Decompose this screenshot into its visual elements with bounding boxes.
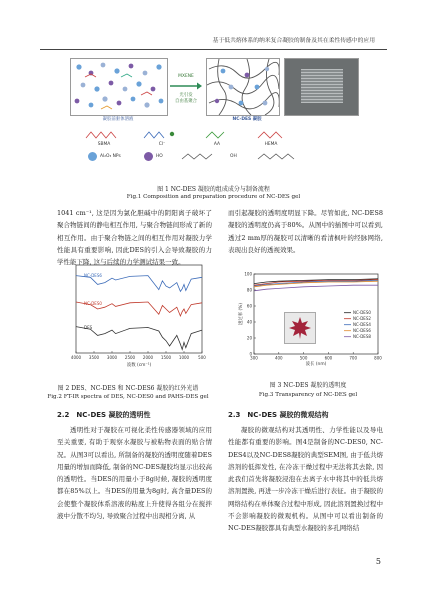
gel-network-label: NC-DES 凝胶 bbox=[232, 117, 262, 122]
transmittance-xtick-label: 400 bbox=[274, 355, 283, 361]
ftir-xtick-label: 1000 bbox=[178, 355, 190, 360]
sbma-structure bbox=[84, 128, 124, 142]
figure-2-chart bbox=[72, 263, 204, 367]
precursor-label: 凝胶前驱体溶液 bbox=[102, 117, 134, 122]
transmittance-ytick-label: 60 bbox=[246, 303, 252, 309]
ftir-frame bbox=[76, 265, 202, 353]
diol-structure bbox=[180, 152, 230, 162]
transmittance-series-nc-des8 bbox=[254, 285, 378, 291]
ftir-xtick-label: 4000 bbox=[70, 355, 82, 360]
figure-3-chart bbox=[240, 272, 380, 366]
figure-2-caption-en: Fig.2 FT-IR spectra of DES, NC-DES0 and PAHS-DES gel bbox=[47, 394, 209, 400]
maple-leaf-photo bbox=[284, 312, 316, 344]
paragraph-right-top: 而引起凝胶的透明度明显下降。尽管如此, NC-DES8凝胶的透明度仍高于80%。从图中的插图中可以看到, 透过2 mm厚的凝胶可以清晰的看清枫叶的经脉网络, 表现出良好的透视效果。 bbox=[228, 209, 383, 254]
ho-label: HO bbox=[156, 154, 163, 159]
ftir-label-des: DES bbox=[84, 325, 93, 330]
aa-label: AA bbox=[213, 142, 221, 147]
ftir-label-nc-des0: NC-DES0 bbox=[84, 301, 102, 306]
transmittance-ytick-label: 0 bbox=[249, 351, 252, 357]
glycerol-structure bbox=[256, 152, 316, 162]
paragraph-left-bottom: 透明性对于凝胶在可视化柔性传感器领域的应用至关重要, 有助于观察水凝胶与被粘物表面的贴合情况。从图3可以看出, 所制备的凝胶的透明度随着DES用量的增加而降低, 制备的NC-DES凝胶均显示出较高的透明性。当DES的用量小于8g时候, 凝胶的透明度都在85%以上。当DES的用量为8g时, 高含量DES的会使整个凝胶体系溶液的粘度上升使得各组分在搅拌液中分散不均匀, 导致聚合过程中出现相分离, 从 bbox=[57, 426, 212, 521]
oh-label: OH bbox=[230, 154, 237, 159]
figure-2-caption-cn: 图 2 DES、NC-DES 和 NC-DES6 凝胶的红外光谱 bbox=[57, 385, 199, 392]
ftir-plot bbox=[72, 263, 204, 367]
arrow-bottom-label-2: 自由基聚合 bbox=[175, 99, 197, 104]
section-2-2-title: 2.2 NC-DES 凝胶的透明性 bbox=[57, 411, 151, 419]
transmittance-legend-label: NC-DES4 bbox=[353, 322, 371, 327]
header-rule bbox=[40, 49, 387, 50]
paragraph-left-top: 1041 cm⁻¹, 这是因为氯化胆碱中的阴阳离子破坏了聚合物链间的静电相互作用, 与聚合物链间形成了新的相互作用。由于聚合物链之间的相互作用对凝胶力学性能具有重要影响, 因此DES的引入会导致凝胶的力学性能下降, 这与后续的力学测试结果一致。 bbox=[57, 209, 212, 267]
al2o3-label: Al₂O₃ NPs bbox=[100, 154, 121, 159]
transmittance-xlabel: 波长 (nm) bbox=[305, 362, 327, 367]
choline-label: Cl⁻ bbox=[158, 142, 166, 147]
al2o3-icon bbox=[88, 152, 97, 161]
transmittance-xtick-label: 700 bbox=[349, 355, 358, 361]
transmittance-xtick-label: 500 bbox=[299, 355, 308, 361]
transmittance-ytick-label: 20 bbox=[246, 335, 252, 341]
figure-3-caption-en: Fig.3 Transparency of NC-DES gel bbox=[258, 392, 358, 398]
transmittance-xtick-label: 800 bbox=[374, 355, 382, 361]
arrow-bottom-label-1: 光引发 bbox=[179, 93, 193, 98]
ftir-xtick-label: 1500 bbox=[160, 355, 172, 360]
maple-leaf-icon bbox=[285, 313, 315, 343]
transmittance-legend-label: NC-DES8 bbox=[353, 334, 371, 339]
ho-icon bbox=[144, 152, 153, 161]
aa-structure bbox=[204, 128, 230, 142]
transmittance-ytick-label: 100 bbox=[244, 271, 252, 277]
transmittance-legend-label: NC-DES6 bbox=[353, 328, 371, 333]
transmittance-legend-label: NC-DES0 bbox=[353, 310, 371, 315]
page-number: 5 bbox=[375, 557, 381, 566]
ftir-xtick-label: 2000 bbox=[142, 355, 154, 360]
ftir-xtick-label: 2500 bbox=[124, 355, 136, 360]
ftir-xtick-label: 500 bbox=[198, 355, 206, 360]
sbma-label: SBMA bbox=[97, 142, 111, 147]
ftir-label-nc-des6: NC-DES6 bbox=[84, 273, 102, 278]
gel-photo-panel bbox=[284, 58, 359, 116]
arrow-top-label: MXENE bbox=[178, 74, 194, 79]
figure-1-caption-en: Fig.1 Composition and preparation procedure of NC-DES gel bbox=[126, 194, 301, 200]
gel-photo bbox=[301, 69, 343, 103]
component-legend bbox=[70, 128, 357, 164]
transmittance-ytick-label: 40 bbox=[246, 319, 252, 325]
precursor-illustration bbox=[71, 59, 167, 115]
transmittance-xtick-label: 300 bbox=[250, 355, 258, 361]
ftir-series-des bbox=[76, 327, 202, 350]
transmittance-ylabel: 透过率 (%) bbox=[239, 302, 244, 326]
section-2-3-title: 2.3 NC-DES 凝胶的微观结构 bbox=[228, 411, 329, 419]
process-arrow bbox=[170, 82, 202, 90]
transmittance-legend-label: NC-DES2 bbox=[353, 316, 371, 321]
precursor-panel bbox=[70, 58, 168, 116]
figure-1-caption-cn: 图 1 NC-DES 凝胶的组成成分与制备流程 bbox=[157, 186, 270, 193]
transmittance-xtick-label: 600 bbox=[324, 355, 333, 361]
hema-label: HEMA bbox=[264, 142, 278, 147]
network-panel bbox=[206, 58, 280, 116]
paragraph-right-bottom: 凝胶的微观结构对其透明性、力学性能以及导电性能都有重要的影响。图4是制备的NC-DES0, NC-DES4以及NC-DES8凝胶的典型SEM图, 由于低共熔溶剂的低挥发性, 在冷冻干燥过程中无法将其去除, 因此我们首先将凝胶浸泡在去离子水中将其中的低共熔溶剂置换, 再进一步冷冻干燥后进行表征。由于凝胶的网络结构在单体聚合过程中形成, 因此溶剂置换过程中不会影响凝胶的微观机构。从图中可以看出制备的NC-DES凝胶都具有典型水凝胶的多孔网络结 bbox=[228, 426, 383, 533]
ftir-xtick-label: 3500 bbox=[88, 355, 100, 360]
transmittance-ytick-label: 80 bbox=[246, 287, 252, 293]
ftir-xtick-label: 3000 bbox=[106, 355, 118, 360]
choline-structure bbox=[142, 128, 182, 142]
ftir-xlabel: 波数 (cm⁻¹) bbox=[126, 363, 152, 368]
figure-1 bbox=[70, 58, 357, 200]
network-illustration bbox=[207, 59, 279, 115]
figure-3-caption-cn: 图 3 NC-DES 凝胶的透明度 bbox=[269, 382, 347, 389]
molecules bbox=[75, 63, 164, 109]
running-header: 基于低共熔体系的纳米复合凝胶的制备及其在柔性传感中的应用 bbox=[212, 38, 375, 44]
hema-structure bbox=[256, 128, 286, 142]
